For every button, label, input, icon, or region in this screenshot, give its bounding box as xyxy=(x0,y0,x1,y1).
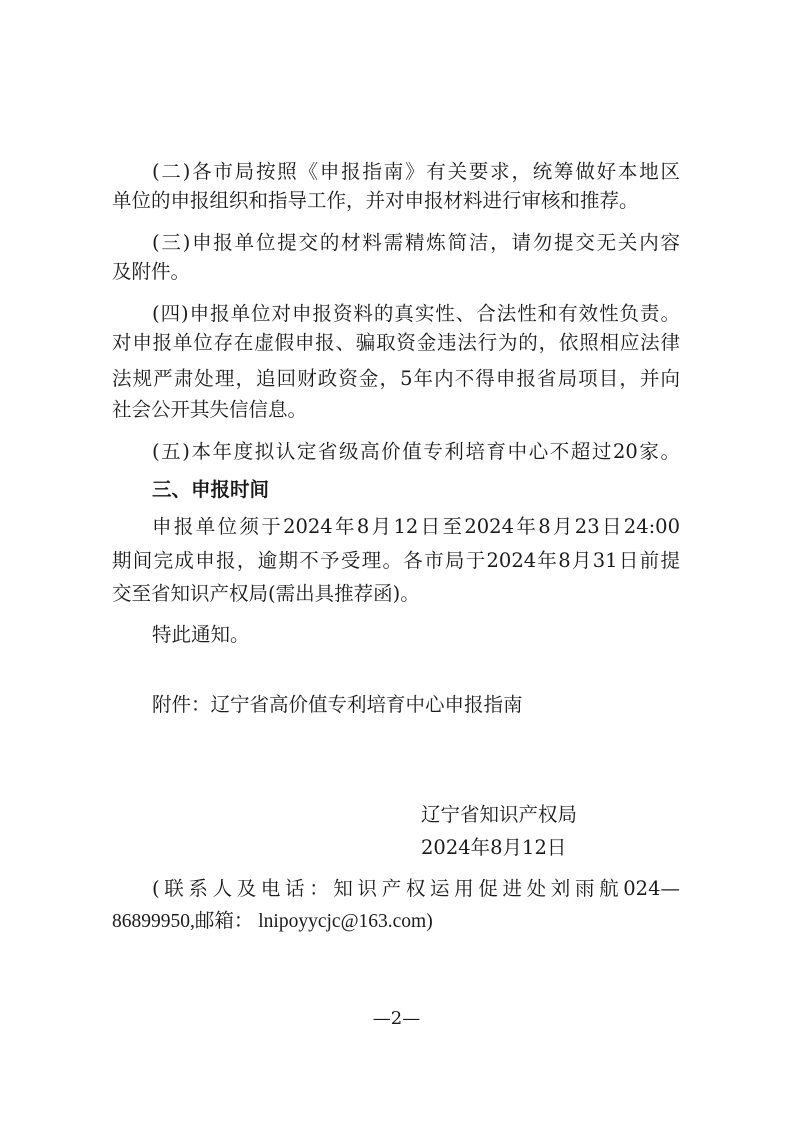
paragraph-2-line-1: (二)各市局按照《申报指南》有关要求，统筹做好本地区 xyxy=(152,160,680,183)
contact-line-2: 86899950,邮箱： lnipoyycjc@163.com) xyxy=(112,911,433,932)
section-3-heading: 三、申报时间 xyxy=(152,478,270,501)
paragraph-3-line-1: (三)申报单位提交的材料需精炼简洁，请勿提交无关内容 xyxy=(152,231,680,254)
signature-org: 辽宁省知识产权局 xyxy=(421,803,578,826)
contact-line-1: (联系人及电话：知识产权运用促进处刘雨航024— xyxy=(152,877,680,900)
paragraph-4-line-2: 对申报单位存在虚假申报、骗取资金违法行为的，依照相应法律 xyxy=(112,331,680,354)
paragraph-5-line-1: (五)本年度拟认定省级高价值专利培育中心不超过20家。 xyxy=(152,440,680,463)
page-number: —2— xyxy=(372,1008,421,1029)
signature-date: 2024年8月12日 xyxy=(421,836,567,859)
paragraph-4-line-3: 法规严肃处理，追回财政资金，5年内不得申报省局项目，并向 xyxy=(112,367,680,390)
paragraph-4-line-4: 社会公开其失信信息。 xyxy=(112,398,308,421)
section-3-line-3: 交至省知识产权局(需出具推荐函)。 xyxy=(112,582,420,605)
section-3-line-1: 申报单位须于2024年8月12日至2024年8月23日24:00 xyxy=(152,515,680,538)
paragraph-3-line-2: 及附件。 xyxy=(112,260,191,283)
closing-text: 特此通知。 xyxy=(152,623,250,646)
section-3-line-2: 期间完成申报，逾期不予受理。各市局于2024年8月31日前提 xyxy=(112,549,680,572)
paragraph-4-line-1: (四)申报单位对申报资料的真实性、合法性和有效性负责。 xyxy=(152,302,680,325)
attachment-line: 附件：辽宁省高价值专利培育中心申报指南 xyxy=(152,693,523,716)
paragraph-2-line-2: 单位的申报组织和指导工作，并对申报材料进行审核和推荐。 xyxy=(112,189,639,212)
